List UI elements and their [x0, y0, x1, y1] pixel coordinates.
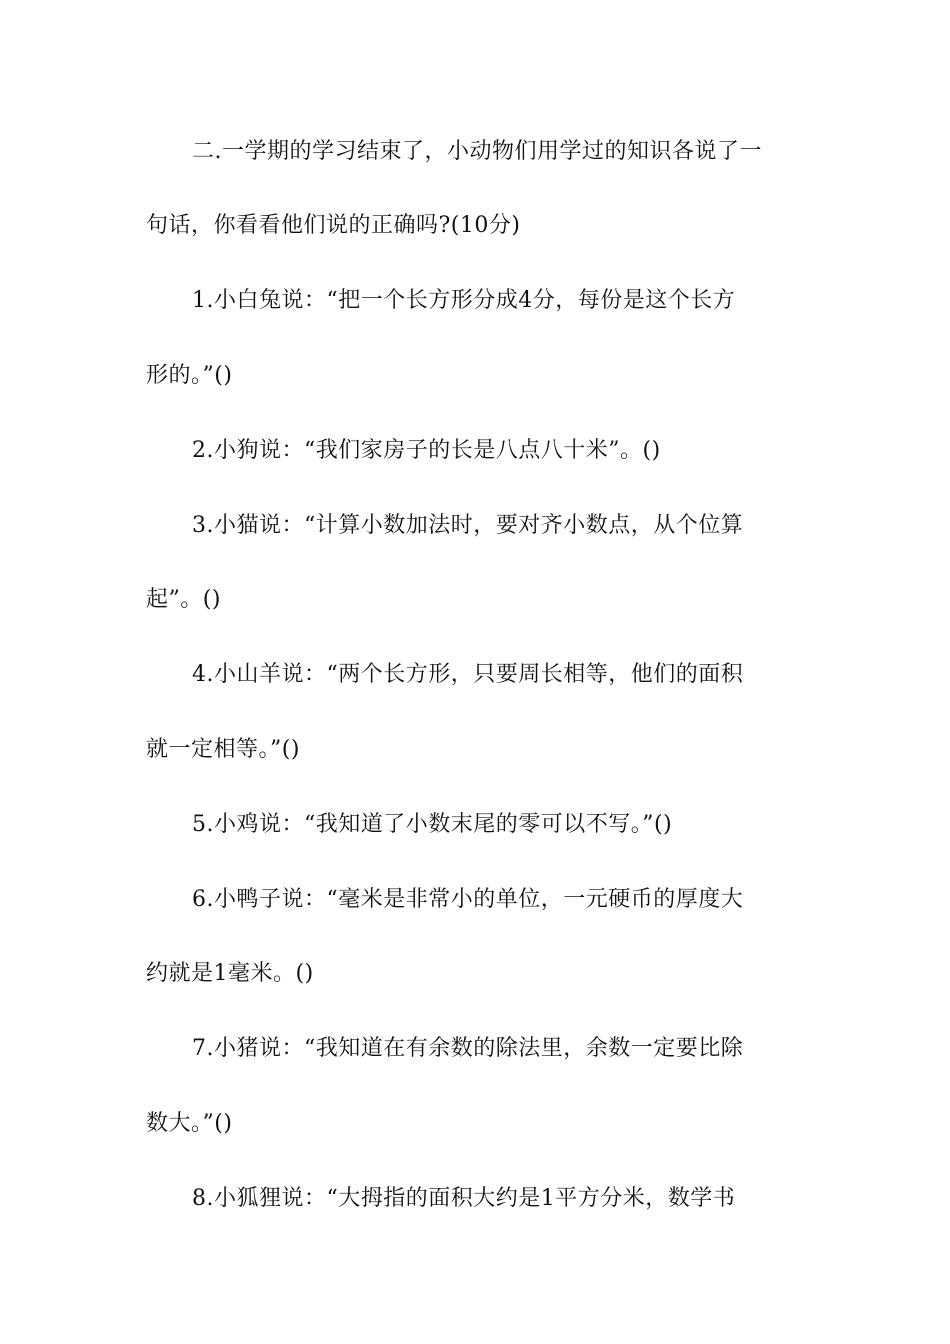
section-heading-line-1: 二.一学期的学习结束了，小动物们用学过的知识各说了一 [192, 139, 762, 164]
question-6-line-1: 6.小鸭子说：“毫米是非常小的单位，一元硬币的厚度大 [192, 887, 744, 912]
question-7-line-1: 7.小猪说：“我知道在有余数的除法里，余数一定要比除 [192, 1036, 744, 1061]
question-5-line-1: 5.小鸡说：“我知道了小数末尾的零可以不写。”() [192, 812, 673, 837]
question-1-line-2: 形的。”() [146, 363, 233, 388]
question-3-line-2: 起”。() [146, 587, 221, 612]
question-6-line-2: 约就是1毫米。() [146, 961, 314, 986]
question-3-line-1: 3.小猫说：“计算小数加法时，要对齐小数点，从个位算 [192, 513, 744, 538]
question-2-line-1: 2.小狗说：“我们家房子的长是八点八十米”。() [192, 438, 661, 463]
question-4-line-1: 4.小山羊说：“两个长方形，只要周长相等，他们的面积 [192, 662, 744, 687]
question-7-line-2: 数大。”() [146, 1111, 233, 1136]
section-heading-line-2: 句话，你看看他们说的正确吗?(10分) [146, 213, 521, 238]
question-4-line-2: 就一定相等。”() [146, 737, 300, 762]
question-8-line-1: 8.小狐狸说：“大拇指的面积大约是1平方分米，数学书 [192, 1186, 736, 1211]
question-1-line-1: 1.小白兔说：“把一个长方形分成4分，每份是这个长方 [192, 288, 736, 313]
